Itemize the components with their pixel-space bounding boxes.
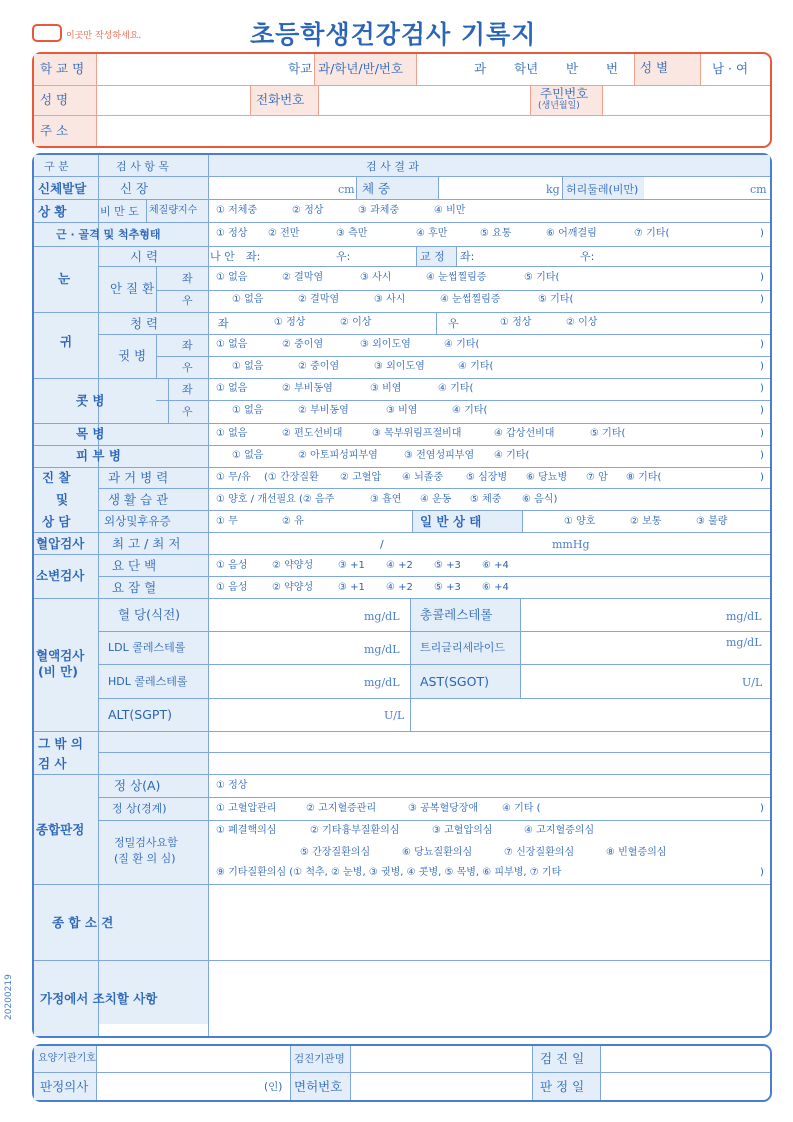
seal-mark: (인) <box>264 1081 283 1093</box>
border-option-close: ) <box>760 803 764 814</box>
ear-left-option-1[interactable]: ① 없음 <box>216 339 248 350</box>
nose-side-left: 좌 <box>182 383 193 396</box>
spine-option-7[interactable]: ⑦ 기타( <box>634 228 670 239</box>
history-option-3[interactable]: ② 고혈압 <box>340 472 382 483</box>
skin-option-4[interactable]: ④ 기타( <box>494 450 530 461</box>
followup-label: 정밀검사요함 <box>114 836 178 849</box>
urine-blood-label: 요 잠 혈 <box>112 580 157 595</box>
judge-date-field[interactable] <box>602 1074 768 1098</box>
height-field[interactable] <box>210 178 340 198</box>
eye-disease-label: 안 질 환 <box>110 281 155 296</box>
ear-left-option-4[interactable]: ④ 기타( <box>444 339 480 350</box>
instruction-marker-box <box>32 24 62 42</box>
nose-right-option-3[interactable]: ③ 비염 <box>386 405 418 416</box>
weight-label: 체 중 <box>362 181 391 196</box>
ear-right-close: ) <box>760 361 764 372</box>
corrected-right-field[interactable]: 우: <box>580 250 595 263</box>
nose-left-option-2[interactable]: ② 부비동염 <box>282 383 333 394</box>
followup-option-2[interactable]: ② 기타흉부질환의심 <box>310 825 400 836</box>
hearing-left-label: 좌 <box>218 317 229 330</box>
status-label: 상 황 <box>38 204 67 219</box>
eye-left-option-3[interactable]: ③ 사시 <box>360 272 392 283</box>
history-close: ) <box>760 472 764 483</box>
followup-option-3[interactable]: ③ 고혈압의심 <box>432 825 493 836</box>
spine-option-close: ) <box>760 228 764 239</box>
followup-option-8[interactable]: ⑧ 빈혈증의심 <box>606 847 667 858</box>
history-option-4[interactable]: ④ 뇌졸중 <box>402 472 444 483</box>
exam-date-field[interactable] <box>602 1048 768 1070</box>
obesity-option-4[interactable]: ④ 비만 <box>434 205 466 216</box>
eye-side-left: 좌 <box>182 272 193 285</box>
hearing-label: 청 력 <box>130 316 159 331</box>
protein-option-3[interactable]: ③ +1 <box>338 560 365 571</box>
habits-option-5[interactable]: ⑤ 체중 <box>470 494 502 505</box>
history-option-1[interactable]: ① 무/유 <box>216 472 251 483</box>
ast-field[interactable] <box>522 666 722 697</box>
exam-date-label: 검 진 일 <box>540 1051 585 1066</box>
nose-right-close: ) <box>760 405 764 416</box>
protein-option-5[interactable]: ⑤ +3 <box>434 560 461 571</box>
waist-label: 허리둘레(비만) <box>566 183 639 196</box>
habits-option-1[interactable]: ① 양호 / 개선필요 (② 음주 <box>216 494 335 505</box>
spine-option-4[interactable]: ④ 후만 <box>416 228 448 239</box>
occult-blood-option-2[interactable]: ② 약양성 <box>272 582 314 593</box>
border-option-1[interactable]: ① 고혈압관리 <box>216 803 277 814</box>
col-header-result: 검 사 결 과 <box>366 160 419 173</box>
eye-left-option-1[interactable]: ① 없음 <box>216 272 248 283</box>
gender-label: 성 별 <box>640 60 669 75</box>
occult-blood-option-3[interactable]: ③ +1 <box>338 582 365 593</box>
blood-test-sublabel: (비 만) <box>38 664 78 679</box>
history-option-7[interactable]: ⑦ 암 <box>586 472 608 483</box>
height-label: 신 장 <box>120 181 149 196</box>
bmi-label: 체질량지수 <box>149 205 198 216</box>
nose-right-option-1[interactable]: ① 없음 <box>232 405 264 416</box>
eye-left-option-5[interactable]: ⑤ 기타( <box>524 272 560 283</box>
school-suffix: 학교 <box>288 61 313 76</box>
ear-right-option-2[interactable]: ② 중이염 <box>298 361 340 372</box>
triglyceride-unit: mg/dL <box>726 636 762 649</box>
ear-left-option-3[interactable]: ③ 외이도염 <box>360 339 411 350</box>
followup-option-7[interactable]: ⑦ 신장질환의심 <box>504 847 575 858</box>
vision-label: 시 력 <box>130 249 159 264</box>
license-label: 면허번호 <box>294 1079 343 1094</box>
hearing-right-label: 우 <box>448 317 459 330</box>
spine-option-6[interactable]: ⑥ 어깨결림 <box>546 228 597 239</box>
triglyceride-label: 트리글리세라이드 <box>420 641 506 654</box>
rrn-field[interactable] <box>604 87 768 114</box>
form-code: 20200219 <box>4 974 14 1020</box>
urine-protein-label: 요 단 백 <box>112 558 157 573</box>
school-field[interactable] <box>98 56 286 83</box>
ldl-field[interactable] <box>210 633 360 663</box>
license-field[interactable] <box>352 1074 530 1098</box>
gender-options[interactable]: 남 · 여 <box>712 61 749 76</box>
growth-label: 신체발달 <box>38 181 87 196</box>
bp-slash: / <box>380 538 384 551</box>
history-option-8[interactable]: ⑧ 기타( <box>626 472 662 483</box>
eye-right-option-4[interactable]: ④ 눈썹찔림증 <box>440 294 501 305</box>
address-field[interactable] <box>98 117 768 144</box>
followup-option-9-close: ) <box>760 867 764 878</box>
phone-label: 전화번호 <box>256 92 305 107</box>
skin-option-2[interactable]: ② 아토피성피부염 <box>298 450 378 461</box>
followup-sublabel: (질 환 의 심) <box>114 852 176 865</box>
skin-close: ) <box>760 450 764 461</box>
protein-option-6[interactable]: ⑥ +4 <box>482 560 509 571</box>
habits-option-3[interactable]: ③ 흡연 <box>370 494 402 505</box>
home-action-field[interactable] <box>210 962 768 1034</box>
normal-a-label: 정 상(A) <box>114 778 161 793</box>
neck-option-5[interactable]: ⑤ 기타( <box>590 428 626 439</box>
skin-label: 피 부 병 <box>76 448 121 463</box>
eye-right-option-2[interactable]: ② 결막염 <box>298 294 340 305</box>
class-field-grade[interactable]: 학년 <box>514 61 539 76</box>
hearing-right-option-1[interactable]: ① 정상 <box>500 317 532 328</box>
ear-left-option-2[interactable]: ② 중이염 <box>282 339 324 350</box>
bp-item-label: 최 고 / 최 저 <box>112 536 181 551</box>
history-option-2[interactable]: (① 간장질환 <box>264 472 319 483</box>
habits-label: 생 활 습 관 <box>108 492 169 507</box>
glucose-label: 혈 당(식전) <box>118 607 181 622</box>
weight-field[interactable] <box>440 178 540 198</box>
nose-left-option-1[interactable]: ① 없음 <box>216 383 248 394</box>
phone-field[interactable] <box>320 87 528 114</box>
habits-option-6[interactable]: ⑥ 음식) <box>522 494 558 505</box>
corrected-vision-label: 교 정 <box>420 250 445 263</box>
normal-border-label: 정 상(경계) <box>112 802 167 815</box>
address-label: 주 소 <box>40 123 69 138</box>
injury-label: 외상및후유증 <box>104 514 171 528</box>
habits-option-4[interactable]: ④ 운동 <box>420 494 452 505</box>
col-header-category: 구 분 <box>44 160 69 173</box>
occult-blood-option-6[interactable]: ⑥ +4 <box>482 582 509 593</box>
alt-unit: U/L <box>384 709 405 722</box>
occult-blood-option-5[interactable]: ⑤ +3 <box>434 582 461 593</box>
name-field[interactable] <box>98 87 248 114</box>
injury-option-2[interactable]: ② 유 <box>282 516 304 527</box>
height-unit: cm <box>338 183 355 196</box>
eye-right-option-1[interactable]: ① 없음 <box>232 294 264 305</box>
glucose-field[interactable] <box>210 600 360 630</box>
class-field-class[interactable]: 반 <box>566 61 579 76</box>
eye-right-option-5[interactable]: ⑤ 기타( <box>538 294 574 305</box>
bp-diastolic-field[interactable] <box>390 534 540 553</box>
occult-blood-option-4[interactable]: ④ +2 <box>386 582 413 593</box>
general-option-3[interactable]: ③ 불량 <box>696 516 728 527</box>
eye-right-close: ) <box>760 294 764 305</box>
school-label: 학 교 명 <box>40 61 85 76</box>
hearing-left-option-1[interactable]: ① 정상 <box>274 317 306 328</box>
eye-side-right: 우 <box>182 294 193 307</box>
class-field-number[interactable]: 번 <box>606 61 619 76</box>
nose-right-option-4[interactable]: ④ 기타( <box>452 405 488 416</box>
general-state-label: 일 반 상 태 <box>420 514 482 529</box>
eye-left-option-2[interactable]: ② 결막염 <box>282 272 324 283</box>
col-header-item: 검 사 항 목 <box>116 160 169 173</box>
skin-option-1[interactable]: ① 없음 <box>232 450 264 461</box>
ldl-label: LDL 콜레스테롤 <box>108 641 186 654</box>
bp-systolic-field[interactable] <box>210 534 370 553</box>
border-option-2[interactable]: ② 고지혈증관리 <box>306 803 377 814</box>
nose-label: 콧 병 <box>76 393 105 408</box>
followup-option-1[interactable]: ① 폐결핵의심 <box>216 825 277 836</box>
consult-label-2: 및 <box>56 492 69 507</box>
obesity-option-1[interactable]: ① 저체중 <box>216 205 258 216</box>
general-option-2[interactable]: ② 보통 <box>630 516 662 527</box>
bp-unit: mmHg <box>552 538 590 551</box>
obesity-option-2[interactable]: ② 정상 <box>292 205 324 216</box>
institution-code-label: 요양기관기호 <box>38 1053 96 1064</box>
naked-right-field[interactable]: 우: <box>336 250 351 263</box>
nose-right-option-2[interactable]: ② 부비동염 <box>298 405 349 416</box>
history-label: 과 거 병 력 <box>108 470 169 485</box>
naked-left-field[interactable]: 좌: <box>246 250 261 263</box>
ear-side-left: 좌 <box>182 339 193 352</box>
doctor-field[interactable] <box>98 1074 258 1098</box>
ear-disease-label: 귓 병 <box>118 348 147 363</box>
nose-left-option-3[interactable]: ③ 비염 <box>370 383 402 394</box>
neck-label: 목 병 <box>76 426 105 441</box>
rrn-label: 주민번호 <box>540 86 589 101</box>
obesity-label: 비 만 도 <box>100 205 139 218</box>
blood-test-label: 혈액검사 <box>36 648 85 663</box>
waist-field[interactable] <box>646 178 746 198</box>
normal-a-option[interactable]: ① 정상 <box>216 780 248 791</box>
nose-left-close: ) <box>760 383 764 394</box>
ear-label: 귀 <box>60 334 73 349</box>
ear-right-option-1[interactable]: ① 없음 <box>232 361 264 372</box>
ear-right-option-3[interactable]: ③ 외이도염 <box>374 361 425 372</box>
neck-close: ) <box>760 428 764 439</box>
general-option-1[interactable]: ① 양호 <box>564 516 596 527</box>
institution-code-field[interactable] <box>98 1048 288 1070</box>
obesity-option-3[interactable]: ③ 과체중 <box>358 205 400 216</box>
ear-right-option-4[interactable]: ④ 기타( <box>458 361 494 372</box>
protein-option-1[interactable]: ① 음성 <box>216 560 248 571</box>
followup-option-5[interactable]: ⑤ 간장질환의심 <box>300 847 371 858</box>
glucose-unit: mg/dL <box>364 610 400 623</box>
home-action-label: 가정에서 조치할 사항 <box>40 991 158 1006</box>
nose-left-option-4[interactable]: ④ 기타( <box>438 383 474 394</box>
eye-label: 눈 <box>58 271 71 286</box>
border-option-3[interactable]: ③ 공복혈당장애 <box>408 803 479 814</box>
other-tests-label-2: 검 사 <box>38 756 67 771</box>
followup-option-9[interactable]: ⑨ 기타질환의심 (① 척추, ② 눈병, ③ 귓병, ④ 콧병, ⑤ 목병, ⑥ 피부병, ⑦ 기타 <box>216 867 562 878</box>
opinion-label: 종 합 소 견 <box>52 915 114 930</box>
rrn-sub-label: (생년월일) <box>538 101 580 111</box>
waist-unit: cm <box>750 183 767 196</box>
eye-left-close: ) <box>760 272 764 283</box>
spine-option-5[interactable]: ⑤ 요통 <box>480 228 512 239</box>
followup-option-6[interactable]: ⑥ 당뇨질환의심 <box>402 847 473 858</box>
eye-left-option-4[interactable]: ④ 눈썹찔림증 <box>426 272 487 283</box>
consult-label-3: 상 담 <box>42 514 71 529</box>
alt-field[interactable] <box>210 700 370 730</box>
nose-side-right: 우 <box>182 405 193 418</box>
other-tests-label-1: 그 밖 의 <box>38 736 83 751</box>
judgement-label: 종합판정 <box>36 822 85 837</box>
spine-label: 근 · 골격 및 척추형태 <box>56 228 161 241</box>
ear-left-close: ) <box>760 339 764 350</box>
neck-option-1[interactable]: ① 없음 <box>216 428 248 439</box>
urine-label: 소변검사 <box>36 568 85 583</box>
opinion-field[interactable] <box>210 886 768 958</box>
total-cholesterol-field[interactable] <box>522 600 722 630</box>
consult-label-1: 진 찰 <box>42 470 71 485</box>
other-test-row-2[interactable] <box>100 754 768 773</box>
ldl-unit: mg/dL <box>364 643 400 656</box>
border-option-4[interactable]: ④ 기타 ( <box>502 803 541 814</box>
doctor-label: 판정의사 <box>40 1079 89 1094</box>
hearing-right-option-2[interactable]: ② 이상 <box>566 317 598 328</box>
hdl-unit: mg/dL <box>364 676 400 689</box>
history-option-6[interactable]: ⑥ 당뇨병 <box>526 472 568 483</box>
followup-option-4[interactable]: ④ 고지혈증의심 <box>524 825 595 836</box>
ast-unit: U/L <box>742 676 763 689</box>
class-label: 과/학년/반/번호 <box>318 61 404 76</box>
protein-option-2[interactable]: ② 약양성 <box>272 560 314 571</box>
triglyceride-field[interactable] <box>522 633 722 663</box>
ast-label: AST(SGOT) <box>420 674 489 689</box>
spine-option-3[interactable]: ③ 측만 <box>336 228 368 239</box>
corrected-left-field[interactable]: 좌: <box>460 250 475 263</box>
instruction-note: 이곳만 작성하세요. <box>66 31 142 41</box>
hearing-left-option-2[interactable]: ② 이상 <box>340 317 372 328</box>
hdl-field[interactable] <box>210 666 360 697</box>
weight-unit: kg <box>546 183 560 196</box>
hdl-label: HDL 콜레스테롤 <box>108 675 188 688</box>
institution-name-field[interactable] <box>352 1048 530 1070</box>
spine-option-2[interactable]: ② 전만 <box>268 228 300 239</box>
neck-option-4[interactable]: ④ 갑상선비대 <box>494 428 555 439</box>
injury-option-1[interactable]: ① 무 <box>216 516 238 527</box>
occult-blood-option-1[interactable]: ① 음성 <box>216 582 248 593</box>
naked-vision-label: 나 안 <box>210 250 235 263</box>
institution-name-label: 검진기관명 <box>294 1053 345 1065</box>
neck-option-2[interactable]: ② 편도선비대 <box>282 428 343 439</box>
judge-date-label: 판 정 일 <box>540 1079 585 1094</box>
neck-option-3[interactable]: ③ 목부위림프절비대 <box>372 428 462 439</box>
protein-option-4[interactable]: ④ +2 <box>386 560 413 571</box>
other-test-row-1[interactable] <box>100 733 768 751</box>
name-label: 성 명 <box>40 92 69 107</box>
bp-label: 혈압검사 <box>36 536 85 551</box>
form-title: 초등학생건강검사 기록지 <box>250 20 537 49</box>
total-cholesterol-label: 총콜레스테롤 <box>420 607 493 622</box>
alt-label: ALT(SGPT) <box>108 707 172 722</box>
eye-right-option-3[interactable]: ③ 사시 <box>374 294 406 305</box>
ear-side-right: 우 <box>182 361 193 374</box>
skin-option-3[interactable]: ③ 전염성피부염 <box>404 450 475 461</box>
total-cholesterol-unit: mg/dL <box>726 610 762 623</box>
history-option-5[interactable]: ⑤ 심장병 <box>466 472 508 483</box>
spine-option-1[interactable]: ① 정상 <box>216 228 248 239</box>
class-field-dept[interactable]: 과 <box>474 61 487 76</box>
category-column <box>34 155 98 1036</box>
